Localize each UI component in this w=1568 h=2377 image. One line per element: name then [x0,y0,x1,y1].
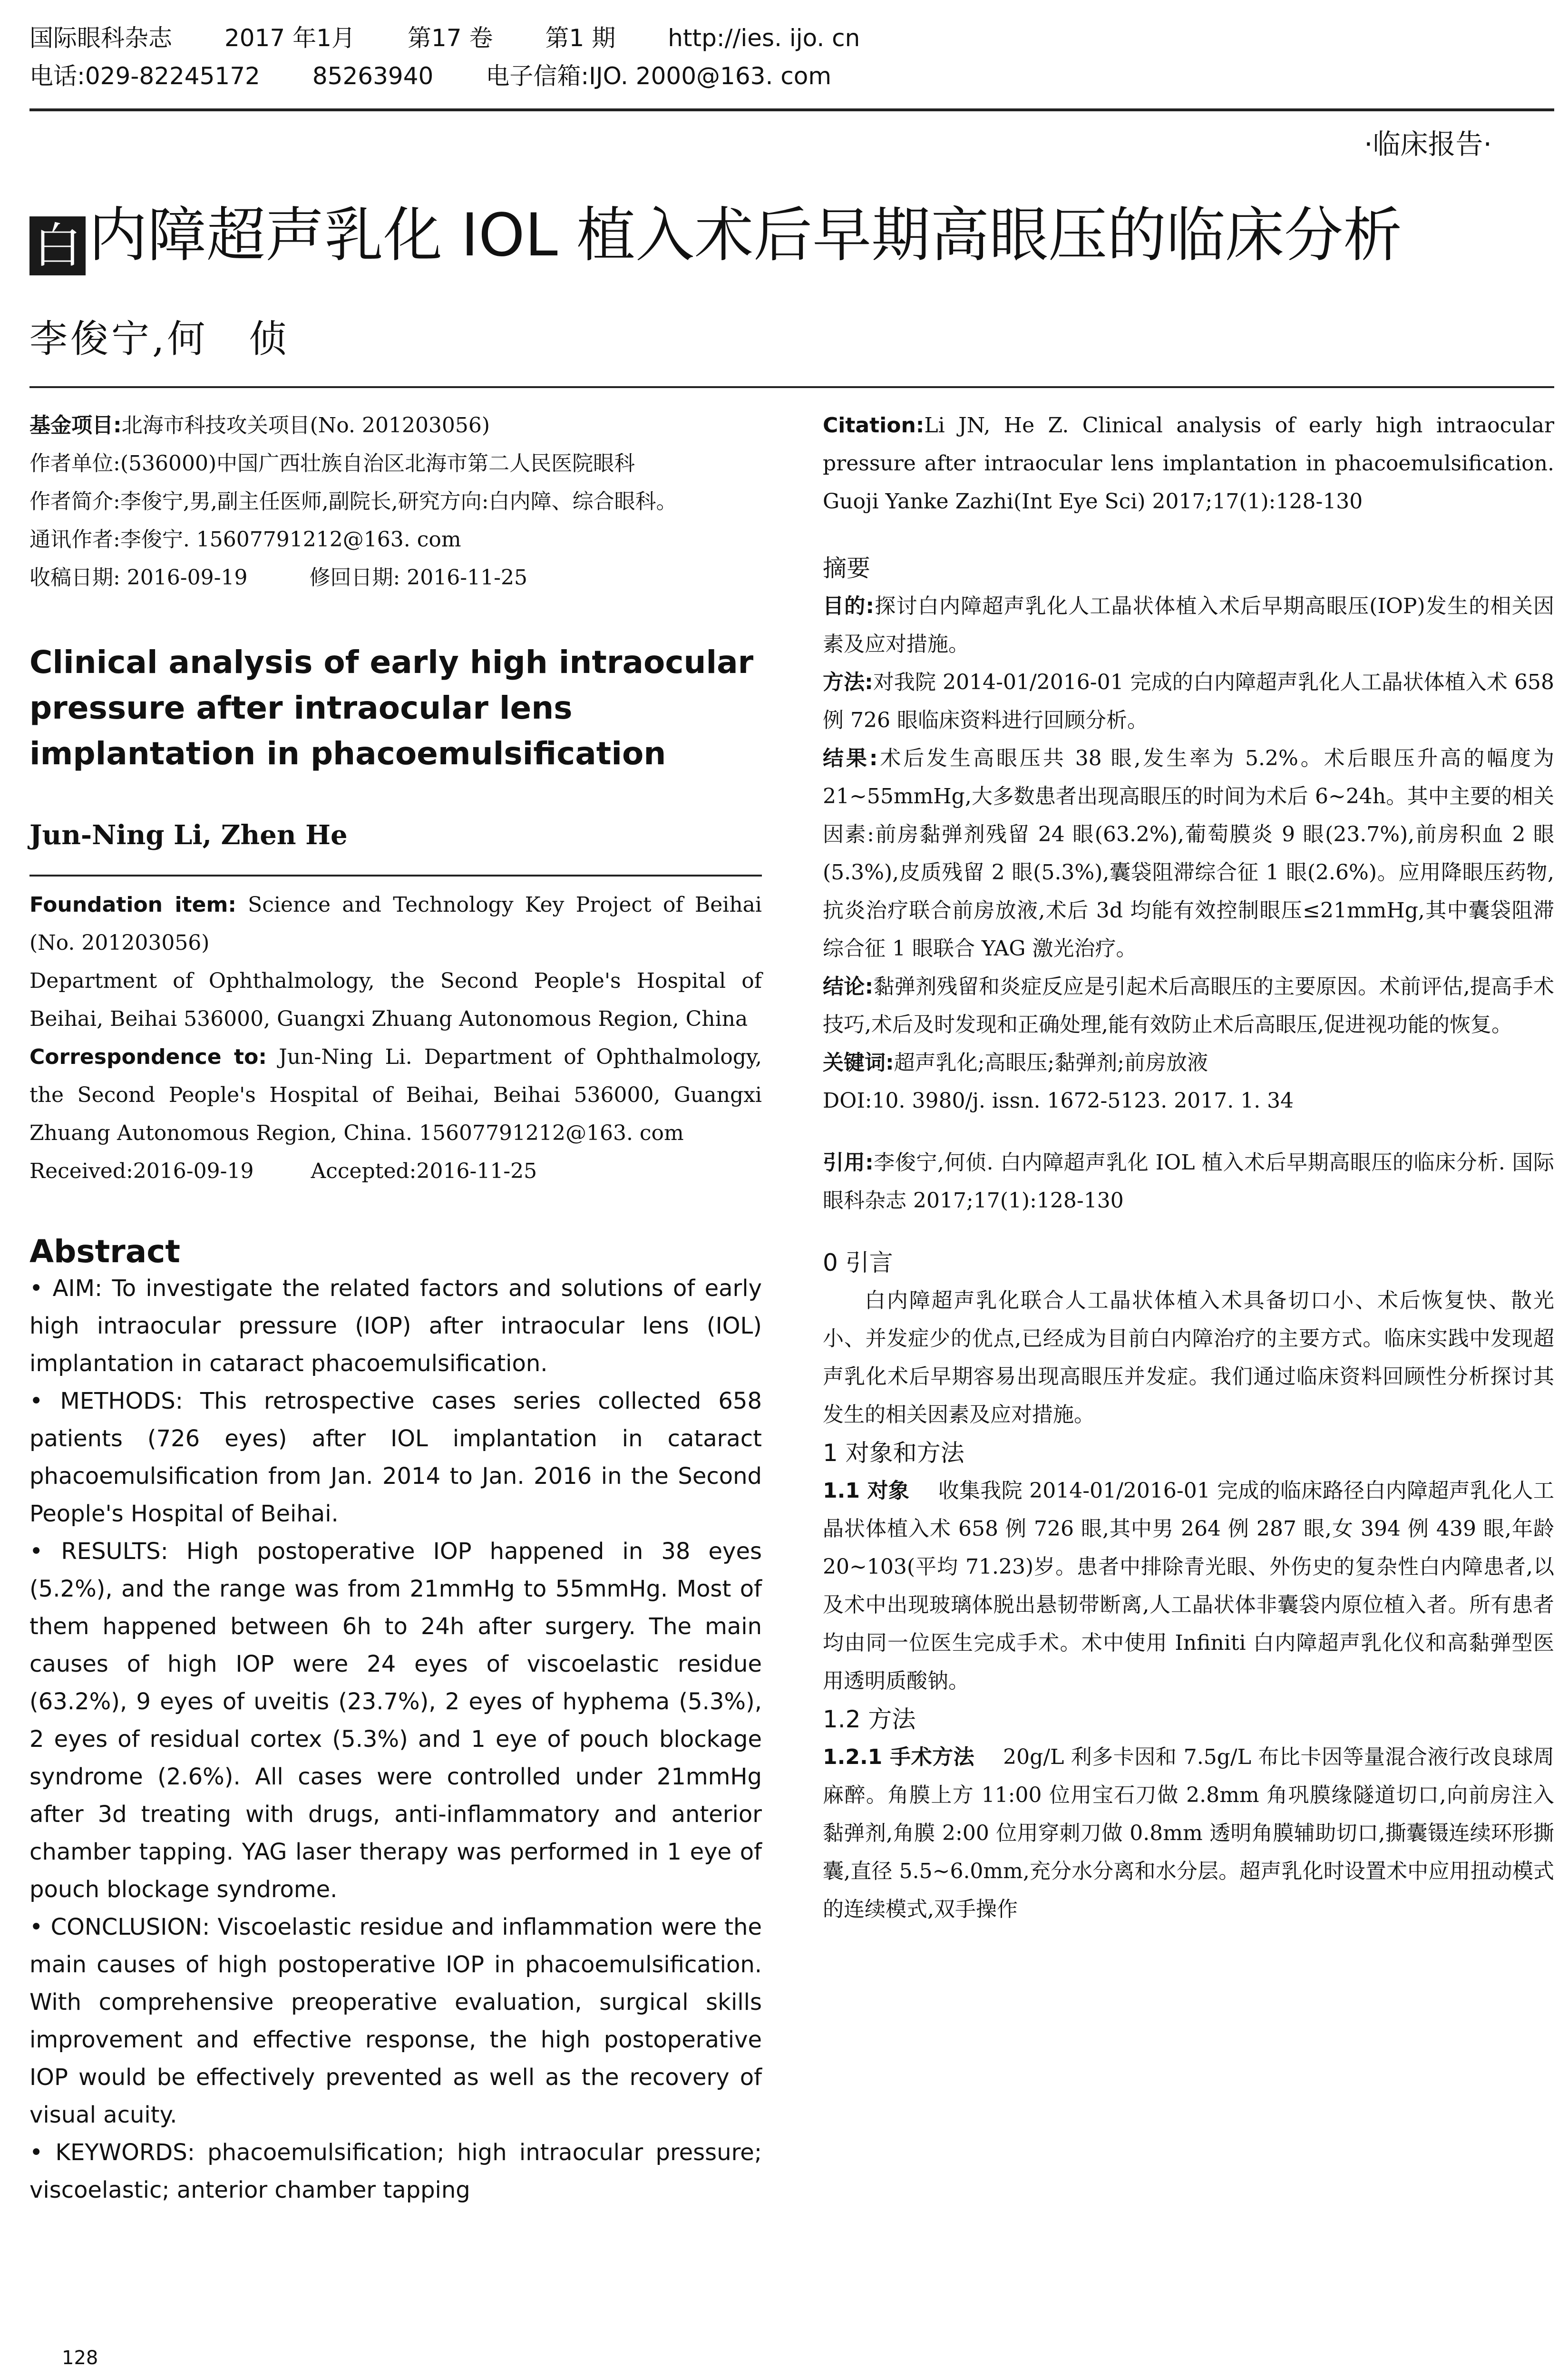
page-number: 128 [62,2347,98,2369]
doi[interactable]: DOI:10. 3980/j. issn. 1672-5123. 2017. 1. 34 [823,1089,1294,1113]
methods-heading: 1 对象和方法 [823,1439,964,1467]
dates-cn: 收稿日期: 2016-09-19 修回日期: 2016-11-25 [29,565,527,590]
department-en: Department of Ophthalmology, the Second People's Hospital of Beihai, Beihai 536000, Guangxi Zhuang Autonomous Region, China [29,969,762,1031]
citation-cn: 引用:李俊宁,何侦. 白内障超声乳化 IOL 植入术后早期高眼压的临床分析. 国际眼科杂志 2017;17(1):128-130 [823,1150,1554,1213]
journal-url[interactable]: http://ies. ijo. cn [668,24,860,52]
abstract-cn-keywords: 关键词:超声乳化;高眼压;黏弹剂;前房放液 [823,1051,1208,1075]
title-text: 内障超声乳化 IOL 植入术后早期高眼压的临床分析 [88,201,1402,270]
bio-cn: 作者简介:李俊宁,男,副主任医师,副院长,研究方向:白内障、综合眼科。 [29,489,677,514]
corr-cn: 通讯作者:李俊宁. 15607791212@163. com [29,527,461,552]
left-column [29,407,762,2209]
title-drop-mark: 白 [29,216,86,275]
volume: 第17 卷 [407,24,493,52]
intro-heading: 0 引言 [823,1249,893,1276]
method-subheading: 1.2 方法 [823,1705,916,1733]
abstract-cn-heading: 摘要 [823,555,870,582]
fund-cn: 基金项目:北海市科技攻关项目(No. 201203056) [29,413,490,438]
abstract-cn-aim: 目的:探讨白内障超声乳化人工晶状体植入术后早期高眼压(IOP)发生的相关因素及应对措施。 [823,594,1554,656]
abstract-methods: • METHODS: This retrospective cases series collected 658 patients (726 eyes) after IOL implantation in cataract phacoemulsification from Jan. 2014 to Jan. 2016 in the Second People's Hospital of Beihai. [29,1388,762,1527]
article-title [29,193,1551,278]
abstract-cn-conclusion: 结论:黏弹剂残留和炎症反应是引起术后高眼压的主要原因。术前评估,提高手术技巧,术后及时发现和正确处理,能有效防止术后高眼压,促进视功能的恢复。 [823,974,1554,1037]
journal-name: 国际眼科杂志 [29,24,172,52]
authors-cn: 李俊宁,何 侦 [29,317,290,361]
journal-header [29,19,912,95]
subjects-paragraph: 1.1 对象 收集我院 2014-01/2016-01 完成的临床路径白内障超声乳化人工晶状体植入术 658 例 726 眼,其中男 264 例 287 眼,女 394 例 439 眼,年龄 20~103(平均 71.23)岁。患者中排除青光眼、外伤史的复杂性白内障患者,以及术中出现玻璃体脱出悬韧带断离,人工晶状体非囊袋内原位植入者。所有患者均由同一位医生完成手术。术中使用 Infiniti 白内障超声乳化仪和高黏弹型医用透明质酸钠。 [823,1479,1554,1693]
abstract-heading: Abstract [29,1233,180,1270]
header-rule [29,108,1554,111]
surgery-paragraph: 1.2.1 手术方法 20g/L 利多卡因和 7.5g/L 布比卡因等量混合液行改良球周麻醉。角膜上方 11:00 位用宝石刀做 2.8mm 角巩膜缘隧道切口,向前房注入黏弹剂,角膜 2:00 位用穿刺刀做 0.8mm 透明角膜辅助切口,撕囊镊连续环形撕囊,直径 5.5~6.0mm,充分水分离和水分层。超声乳化时设置术中应用扭动模式的连续模式,双手操作 [823,1745,1554,1921]
english-authors: Jun-Ning Li, Zhen He [29,819,348,851]
correspondence-en: Correspondence to: Jun-Ning Li. Department of Ophthalmology, the Second People's Hospital of Beihai, Beihai 536000, Guangxi Zhuang Autonomous Region, China. 15607791212@163. com [29,1045,762,1145]
abstract-conclusion: • CONCLUSION: Viscoelastic residue and inflammation were the main causes of high postoperative IOP in phacoemulsification. With comprehensive preoperative evaluation, surgical skills improvement and effective response, the high postoperative IOP would be effectively prevented as well as the recovery of visual acuity. [29,1914,762,2128]
right-column [823,407,1554,1929]
unit-cn: 作者单位:(536000)中国广西壮族自治区北海市第二人民医院眼科 [29,451,635,476]
citation-en: Citation:Li JN, He Z. Clinical analysis of early high intraocular pressure after intraocular lens implantation in phacoemulsification. Guoji Yanke Zazhi(Int Eye Sci) 2017;17(1):128-130 [823,413,1554,514]
section-tag: ·临床报告· [1364,128,1492,160]
title-rule [29,386,1554,388]
abstract-results: • RESULTS: High postoperative IOP happened in 38 eyes (5.2%), and the range was from 21mmHg to 55mmHg. Most of them happened between 6h to 24h after surgery. The main causes of high IOP were 24 eyes of viscoelastic residue (63.2%), 9 eyes of uveitis (23.7%), 2 eyes of hyphema (5.3%), 2 eyes of residual cortex (5.3%) and 1 eye of pouch blockage syndrome (2.6%). All cases were controlled under 21mmHg after 3d treating with drugs, anti-inflammatory and anterior chamber tapping. YAG laser therapy was performed in 1 eye of pouch blockage syndrome. [29,1538,762,1903]
abstract-aim: • AIM: To investigate the related factors and solutions of early high intraocular pressure (IOP) after intraocular lens (IOL) implantation in cataract phacoemulsification. [29,1275,762,1377]
english-title: Clinical analysis of early high intraocular pressure after intraocular lens implantation in phacoemulsification [29,644,754,772]
foundation-en: Foundation item: Science and Technology Key Project of Beihai (No. 201203056) [29,893,762,955]
journal-email[interactable]: 电子信箱:IJO. 2000@163. com [486,62,832,90]
issue: 第1 期 [545,24,616,52]
journal-phone: 电话:029-82245172 [29,62,260,90]
abstract-cn-results: 结果:术后发生高眼压共 38 眼,发生率为 5.2%。术后眼压升高的幅度为 21~55mmHg,大多数患者出现高眼压的时间为术后 6~24h。其中主要的相关因素:前房黏弹剂残留 24 眼(63.2%),葡萄膜炎 9 眼(23.7%),前房积血 2 眼(5.3%),皮质残留 2 眼(5.3%),囊袋阻滞综合征 1 眼(2.6%)。应用降眼压药物,抗炎治疗联合前房放液,术后 3d 均能有效控制眼压≤21mmHg,其中囊袋阻滞综合征 1 眼联合 YAG 激光治疗。 [823,746,1554,961]
journal-fax: 85263940 [312,62,434,90]
dates-en: Received:2016-09-19 Accepted:2016-11-25 [29,1159,537,1183]
abstract-cn-methods: 方法:对我院 2014-01/2016-01 完成的白内障超声乳化人工晶状体植入术 658 例 726 眼临床资料进行回顾分析。 [823,670,1554,732]
intro-paragraph: 白内障超声乳化联合人工晶状体植入术具备切口小、术后恢复快、散光小、并发症少的优点,已经成为目前白内障治疗的主要方式。临床实践中发现超声乳化术后早期容易出现高眼压并发症。我们通过临床资料回顾性分析探讨其发生的相关因素及应对措施。 [823,1288,1554,1427]
issue-date: 2017 年1月 [224,24,355,52]
abstract-keywords: • KEYWORDS: phacoemulsification; high intraocular pressure; viscoelastic; anterior chamber tapping [29,2139,762,2203]
